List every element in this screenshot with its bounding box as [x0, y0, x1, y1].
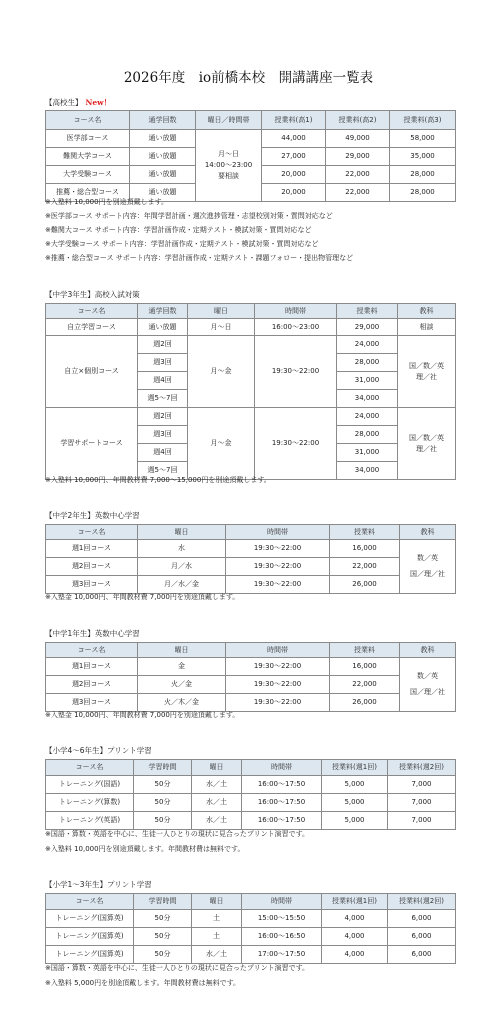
table-row [46, 540, 456, 558]
el13-course-table [45, 893, 456, 964]
fee: 24,000 [337, 336, 398, 354]
header-cell: 授業料(高1) [262, 111, 326, 130]
section-title: 【高校生】 [45, 98, 83, 107]
header-cell: 曜日 [188, 304, 255, 319]
fee-weekly-1: 4,000 [322, 910, 388, 928]
day: 水／土 [192, 946, 242, 964]
section-heading-jh1: 【中学1年生】英数中心学習 [45, 629, 140, 638]
course-name: トレーニング(算数) [46, 794, 134, 812]
time: 16:00～16:50 [242, 928, 322, 946]
day: 月／水 [138, 558, 226, 576]
course-name: 週3回コース [46, 694, 138, 712]
table-row [46, 676, 456, 694]
course-name: トレーニング(国算英) [46, 910, 134, 928]
frequency: 通い放題 [130, 130, 196, 148]
day: 月／水／金 [138, 576, 226, 594]
course-name: 週2回コース [46, 558, 138, 576]
note: ※入塾料 5,000円を別途頂戴します。年間教材費は無料です。 [45, 979, 241, 987]
day: 水／土 [192, 776, 242, 794]
header-cell: 曜日 [138, 643, 226, 658]
duration: 50分 [134, 812, 192, 830]
header-cell: 時間帯 [242, 760, 322, 776]
header-cell: コース名 [46, 760, 134, 776]
note: ※入塾料 10,000円、年間教材費 7,000～15,000円を別途頂戴します。 [45, 476, 271, 484]
new-badge: New！ [85, 98, 112, 107]
table-row [46, 794, 456, 812]
jh3-course-table [45, 303, 456, 480]
schedule-time: 14:00～23:00 [204, 161, 253, 170]
note: ※医学部コース サポート内容：年間学習計画・週次進捗管理・志望校別対策・質問対応など [45, 212, 333, 220]
duration: 50分 [134, 776, 192, 794]
frequency: 通い放題 [130, 166, 196, 184]
fee: 24,000 [337, 408, 398, 426]
schedule-cell [196, 130, 262, 202]
table-row [46, 946, 456, 964]
time: 19:30～22:00 [226, 658, 330, 676]
fee: 28,000 [337, 426, 398, 444]
header-cell: 時間帯 [255, 304, 337, 319]
header-cell: 授業料(週1回) [322, 894, 388, 910]
table-row [46, 319, 456, 336]
time: 19:30～22:00 [226, 576, 330, 594]
header-cell: 学習時間 [134, 894, 192, 910]
fee-weekly-1: 4,000 [322, 946, 388, 964]
note: ※国語・算数・英語を中心に、生徒一人ひとりの現状に見合ったプリント演習です。 [45, 830, 310, 838]
frequency: 週4回 [138, 372, 188, 390]
fee: 22,000 [326, 166, 390, 184]
table-row [46, 658, 456, 676]
header-cell: 曜日 [192, 760, 242, 776]
table-row [46, 558, 456, 576]
fee: 34,000 [337, 462, 398, 480]
course-name: 自立×個別コース [46, 336, 138, 408]
course-name: トレーニング(国算英) [46, 928, 134, 946]
header-cell: 授業料 [330, 643, 400, 658]
table-row [46, 408, 456, 426]
time: 19:30～22:00 [226, 540, 330, 558]
header-cell: 時間帯 [226, 643, 330, 658]
fee: 28,000 [390, 166, 456, 184]
header-cell: 学習時間 [134, 760, 192, 776]
header-cell: 曜日 [192, 894, 242, 910]
frequency: 週2回 [138, 336, 188, 354]
header-cell: 授業料 [330, 525, 400, 540]
header-cell: 授業料(週2回) [388, 760, 456, 776]
note: ※入塾金 10,000円、年間教材費 7,000円を別途頂戴します。 [45, 711, 240, 719]
table-header-row [46, 111, 456, 130]
time: 19:30～22:00 [226, 694, 330, 712]
fee-weekly-1: 5,000 [322, 812, 388, 830]
schedule-note: 要相談 [218, 171, 239, 180]
time: 17:00～17:50 [242, 946, 322, 964]
day: 土 [192, 910, 242, 928]
course-name: トレーニング(国語) [46, 776, 134, 794]
time: 19:30～22:00 [255, 408, 337, 480]
course-name: 大学受験コース [46, 166, 130, 184]
table-row [46, 694, 456, 712]
fee: 22,000 [326, 184, 390, 202]
time: 19:30～22:00 [255, 336, 337, 408]
header-cell: コース名 [46, 111, 130, 130]
note: ※入塾料 10,000円を別途頂戴します。 [45, 198, 169, 206]
header-cell: 授業料(高2) [326, 111, 390, 130]
day: 月～金 [188, 336, 255, 408]
fee: 20,000 [262, 166, 326, 184]
fee-weekly-1: 5,000 [322, 776, 388, 794]
schedule-days: 月～日 [218, 150, 239, 159]
subject [398, 408, 456, 480]
course-name: 医学部コース [46, 130, 130, 148]
note: ※入塾料 10,000円を別途頂戴します。年間教材費は無料です。 [45, 845, 245, 853]
header-cell: 時間帯 [242, 894, 322, 910]
fee: 31,000 [337, 372, 398, 390]
table-header-row [46, 525, 456, 540]
section-heading-jh2: 【中学2年生】英数中心学習 [45, 511, 140, 520]
header-cell: 授業料(週1回) [322, 760, 388, 776]
table-row [46, 812, 456, 830]
table-header-row [46, 643, 456, 658]
time: 19:30～22:00 [226, 676, 330, 694]
subject-main: 数／英 [417, 554, 438, 563]
frequency: 通い放題 [130, 148, 196, 166]
fee: 34,000 [337, 390, 398, 408]
day: 水／土 [192, 794, 242, 812]
subject [400, 658, 456, 712]
header-cell: 通学回数 [130, 111, 196, 130]
table-header-row [46, 760, 456, 776]
section-heading-el13: 【小学1～3年生】プリント学習 [45, 880, 152, 889]
fee: 28,000 [390, 184, 456, 202]
table-row [46, 336, 456, 354]
time: 16:00～23:00 [255, 319, 337, 336]
table-header-row [46, 894, 456, 910]
header-cell: コース名 [46, 304, 138, 319]
fee: 16,000 [330, 540, 400, 558]
header-cell: 授業料(高3) [390, 111, 456, 130]
subject-main: 数／英 [417, 672, 438, 681]
time: 15:00～15:50 [242, 910, 322, 928]
duration: 50分 [134, 794, 192, 812]
header-cell: コース名 [46, 643, 138, 658]
jh2-course-table [45, 524, 456, 594]
fee-weekly-2: 7,000 [388, 776, 456, 794]
course-name: 週1回コース [46, 540, 138, 558]
time: 16:00～17:50 [242, 776, 322, 794]
note: ※推薦・総合型コース サポート内容：学習計画作成・定期テスト・課題フォロー・提出物管理など [45, 254, 354, 262]
table-row [46, 576, 456, 594]
subject [400, 540, 456, 594]
fee-weekly-2: 7,000 [388, 812, 456, 830]
fee: 58,000 [390, 130, 456, 148]
course-name: トレーニング(英語) [46, 812, 134, 830]
section-heading-jh3: 【中学3年生】高校入試対策 [45, 290, 140, 299]
fee-weekly-2: 6,000 [388, 910, 456, 928]
day: 火／木／金 [138, 694, 226, 712]
header-cell: 授業料 [337, 304, 398, 319]
fee-weekly-1: 4,000 [322, 928, 388, 946]
fee: 26,000 [330, 694, 400, 712]
fee: 31,000 [337, 444, 398, 462]
frequency: 通い放題 [138, 319, 188, 336]
note: ※難関大コース サポート内容：学習計画作成・定期テスト・模試対策・質問対応など [45, 226, 312, 234]
fee-weekly-2: 7,000 [388, 794, 456, 812]
table-row [46, 130, 456, 148]
frequency: 週4回 [138, 444, 188, 462]
table-row [46, 776, 456, 794]
subject-sub: 国／理／社 [410, 569, 445, 578]
frequency: 週3回 [138, 354, 188, 372]
table-row [46, 910, 456, 928]
fee: 20,000 [262, 184, 326, 202]
frequency: 通い放題 [130, 184, 196, 202]
note: ※入塾金 10,000円、年間教材費 7,000円を別途頂戴します。 [45, 593, 240, 601]
fee: 44,000 [262, 130, 326, 148]
header-cell: 通学回数 [138, 304, 188, 319]
course-name: 自立学習コース [46, 319, 138, 336]
duration: 50分 [134, 910, 192, 928]
fee: 27,000 [262, 148, 326, 166]
subject-sub: 国／理／社 [410, 687, 445, 696]
subject-text: 国／数／英理／社 [409, 434, 444, 453]
header-cell: 教科 [400, 643, 456, 658]
subject [398, 336, 456, 408]
day: 月～金 [188, 408, 255, 480]
day: 月～日 [188, 319, 255, 336]
fee: 26,000 [330, 576, 400, 594]
duration: 50分 [134, 946, 192, 964]
header-cell: 教科 [400, 525, 456, 540]
fee: 22,000 [330, 558, 400, 576]
page-title: 2026年度 io前橋本校 開講講座一覧表 [123, 70, 374, 86]
fee: 35,000 [390, 148, 456, 166]
day: 水 [138, 540, 226, 558]
fee: 28,000 [337, 354, 398, 372]
high-course-table [45, 110, 456, 202]
day: 金 [138, 658, 226, 676]
fee: 22,000 [330, 676, 400, 694]
header-cell: 曜日／時間帯 [196, 111, 262, 130]
course-name: 週1回コース [46, 658, 138, 676]
subject: 相談 [398, 319, 456, 336]
fee: 29,000 [326, 148, 390, 166]
course-name: 学習サポートコース [46, 408, 138, 480]
day: 水／土 [192, 812, 242, 830]
section-heading-high [45, 97, 111, 108]
fee: 16,000 [330, 658, 400, 676]
course-name: 週3回コース [46, 576, 138, 594]
header-cell: 授業料(週2回) [388, 894, 456, 910]
frequency: 週5～7回 [138, 462, 188, 480]
fee-weekly-2: 6,000 [388, 928, 456, 946]
day: 火／金 [138, 676, 226, 694]
frequency: 週3回 [138, 426, 188, 444]
course-name: 難関大学コース [46, 148, 130, 166]
header-cell: コース名 [46, 894, 134, 910]
time: 19:30～22:00 [226, 558, 330, 576]
note: ※国語・算数・英語を中心に、生徒一人ひとりの現状に見合ったプリント演習です。 [45, 964, 310, 972]
section-heading-el46: 【小学4～6年生】プリント学習 [45, 746, 152, 755]
table-row [46, 928, 456, 946]
course-name: 推薦・総合型コース [46, 184, 130, 202]
subject-text: 国／数／英理／社 [409, 362, 444, 381]
el46-course-table [45, 759, 456, 830]
time: 16:00～17:50 [242, 794, 322, 812]
duration: 50分 [134, 928, 192, 946]
fee: 29,000 [337, 319, 398, 336]
header-cell: 教科 [398, 304, 456, 319]
header-cell: 曜日 [138, 525, 226, 540]
table-header-row [46, 304, 456, 319]
day: 土 [192, 928, 242, 946]
fee: 49,000 [326, 130, 390, 148]
fee-weekly-2: 6,000 [388, 946, 456, 964]
frequency: 週5～7回 [138, 390, 188, 408]
course-name: 週2回コース [46, 676, 138, 694]
header-cell: 時間帯 [226, 525, 330, 540]
fee-weekly-1: 5,000 [322, 794, 388, 812]
jh1-course-table [45, 642, 456, 712]
time: 16:00～17:50 [242, 812, 322, 830]
header-cell: コース名 [46, 525, 138, 540]
course-name: トレーニング(国算英) [46, 946, 134, 964]
note: ※大学受験コース サポート内容：学習計画作成・定期テスト・模試対策・質問対応など [45, 240, 319, 248]
frequency: 週2回 [138, 408, 188, 426]
